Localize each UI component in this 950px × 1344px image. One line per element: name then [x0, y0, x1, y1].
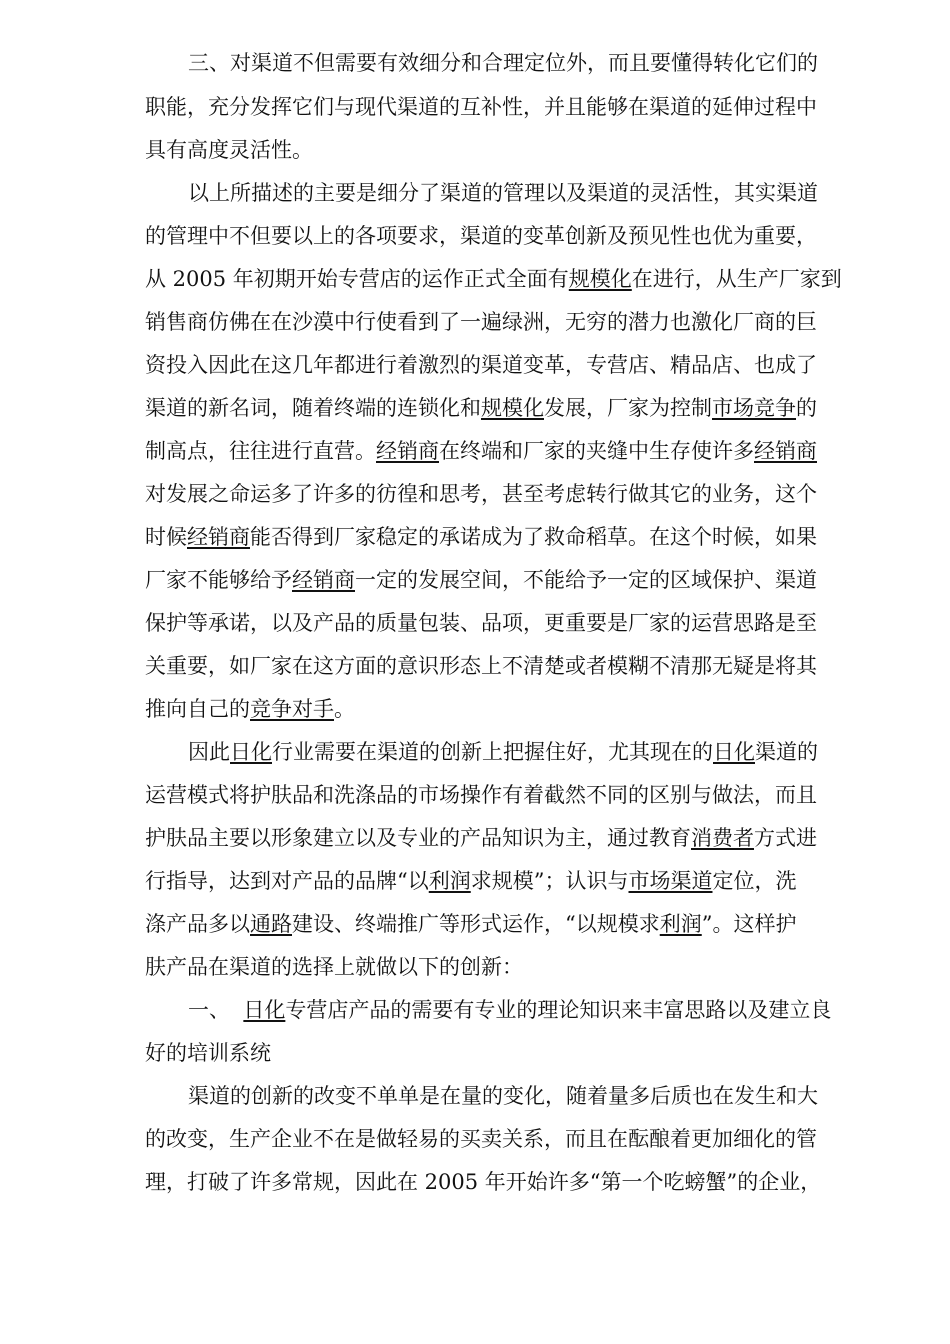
text-line — [145, 264, 842, 294]
text-run: 护肤品主要以形象建立以及专业的产品知识为主，通过教育 — [145, 826, 691, 850]
hyperlink[interactable]: 日化 — [713, 740, 755, 764]
text-run: 定位，洗 — [712, 869, 797, 893]
text-line — [188, 1081, 818, 1111]
text-line — [145, 909, 796, 939]
text-line — [188, 737, 818, 767]
text-run: 三、对渠道不但需要有效细分和合理定位外，而且要懂得转化它们的 — [188, 51, 818, 75]
text-line — [145, 780, 817, 810]
text-line — [145, 694, 355, 724]
hyperlink[interactable]: 经销商 — [754, 439, 817, 463]
text-run: 的管理中不但要以上的各项要求，渠道的变革创新及预见性也优为重要， — [145, 224, 817, 248]
text-line — [145, 866, 797, 896]
hyperlink[interactable]: 利润 — [428, 869, 471, 893]
text-line — [145, 307, 817, 337]
hyperlink[interactable]: 日化 — [243, 998, 286, 1022]
text-run: 理，打破了许多常规，因此在 2005 年开始许多“第一个吃螃蟹”的企业， — [145, 1170, 822, 1194]
text-run: 以上所描述的主要是细分了渠道的管理以及渠道的灵活性，其实渠道 — [188, 181, 818, 205]
hyperlink[interactable]: 市场竞争 — [712, 396, 796, 420]
text-run: 制高点，往往进行直营。 — [145, 439, 376, 463]
text-run: 行指导，达到对产品的品牌“以 — [145, 869, 429, 893]
hyperlink[interactable]: 消费者 — [691, 826, 754, 850]
text-run: 渠道的创新的改变不单单是在量的变化，随着量多后质也在发生和大 — [188, 1084, 818, 1108]
text-line — [145, 1167, 821, 1197]
text-run: 从 2005 年初期开始专营店的运作正式全面有 — [145, 267, 569, 291]
text-line — [145, 1124, 817, 1154]
hyperlink[interactable]: 竞争对手 — [250, 697, 334, 721]
text-run: 一、 — [188, 998, 244, 1022]
text-run: 的 — [796, 396, 817, 420]
text-line — [145, 608, 817, 638]
text-line — [145, 952, 523, 982]
text-run: 关重要，如厂家在这方面的意识形态上不清楚或者模糊不清那无疑是将其 — [145, 654, 817, 678]
text-run: 对发展之命运多了许多的彷徨和思考，甚至考虑转行做其它的业务，这个 — [145, 482, 817, 506]
text-run: 职能，充分发挥它们与现代渠道的互补性，并且能够在渠道的延伸过程中 — [145, 95, 817, 119]
text-run: ”。这样护 — [701, 912, 797, 936]
text-run: 因此 — [188, 740, 230, 764]
text-line — [145, 393, 817, 423]
text-run: 方式进 — [754, 826, 817, 850]
hyperlink[interactable]: 规模化 — [568, 267, 632, 291]
hyperlink[interactable]: 利润 — [659, 912, 702, 936]
hyperlink[interactable]: 经销商 — [292, 568, 355, 592]
text-run: 一定的发展空间，不能给予一定的区域保护、渠道 — [355, 568, 817, 592]
text-line — [145, 565, 817, 595]
text-run: 涤产品多以 — [145, 912, 250, 936]
text-line — [145, 221, 817, 251]
text-run: 渠道的 — [755, 740, 818, 764]
text-line — [145, 522, 817, 552]
text-line — [145, 1038, 271, 1068]
text-run: 求规模”；认识与 — [470, 869, 629, 893]
text-run: 渠道的新名词，随着终端的连锁化和 — [145, 396, 481, 420]
text-line — [145, 135, 313, 165]
text-run: 销售商仿佛在在沙漠中行使看到了一遍绿洲，无穷的潜力也激化厂商的巨 — [145, 310, 817, 334]
text-line — [145, 479, 817, 509]
text-line — [145, 350, 817, 380]
text-run: 时候 — [145, 525, 187, 549]
text-run: 建设、终端推广等形式运作，“以规模求 — [292, 912, 660, 936]
text-line — [145, 436, 817, 466]
text-run: 行业需要在渠道的创新上把握住好，尤其现在的 — [272, 740, 713, 764]
text-run: 在终端和厂家的夹缝中生存使许多 — [439, 439, 754, 463]
text-run: 肤产品在渠道的选择上就做以下的创新： — [145, 955, 523, 979]
text-run: 资投入因此在这几年都进行着激烈的渠道变革，专营店、精品店、也成了 — [145, 353, 817, 377]
hyperlink[interactable]: 通路 — [250, 912, 292, 936]
text-run: 在进行，从生产厂家到 — [631, 267, 842, 291]
hyperlink[interactable]: 规模化 — [481, 396, 544, 420]
text-run: 。 — [334, 697, 355, 721]
text-run: 的改变，生产企业不在是做轻易的买卖关系，而且在酝酿着更加细化的管 — [145, 1127, 817, 1151]
text-line — [188, 48, 818, 78]
text-run: 运营模式将护肤品和洗涤品的市场操作有着截然不同的区别与做法，而且 — [145, 783, 817, 807]
text-run: 厂家不能够给予 — [145, 568, 292, 592]
text-run: 保护等承诺，以及产品的质量包装、品项，更重要是厂家的运营思路是至 — [145, 611, 817, 635]
text-run: 发展，厂家为控制 — [544, 396, 712, 420]
text-run: 好的培训系统 — [145, 1041, 271, 1065]
text-line — [188, 178, 818, 208]
text-run: 推向自己的 — [145, 697, 250, 721]
text-line — [145, 651, 817, 681]
text-run: 能否得到厂家稳定的承诺成为了救命稻草。在这个时候，如果 — [250, 525, 817, 549]
hyperlink[interactable]: 日化 — [230, 740, 272, 764]
text-line — [145, 823, 817, 853]
text-run: 具有高度灵活性。 — [145, 138, 313, 162]
text-line — [145, 92, 817, 122]
hyperlink[interactable]: 市场渠道 — [628, 869, 713, 893]
hyperlink[interactable]: 经销商 — [376, 439, 439, 463]
hyperlink[interactable]: 经销商 — [187, 525, 250, 549]
numbered-heading — [188, 995, 831, 1025]
text-run: 专营店产品的需要有专业的理论知识来丰富思路以及建立良 — [285, 998, 832, 1022]
